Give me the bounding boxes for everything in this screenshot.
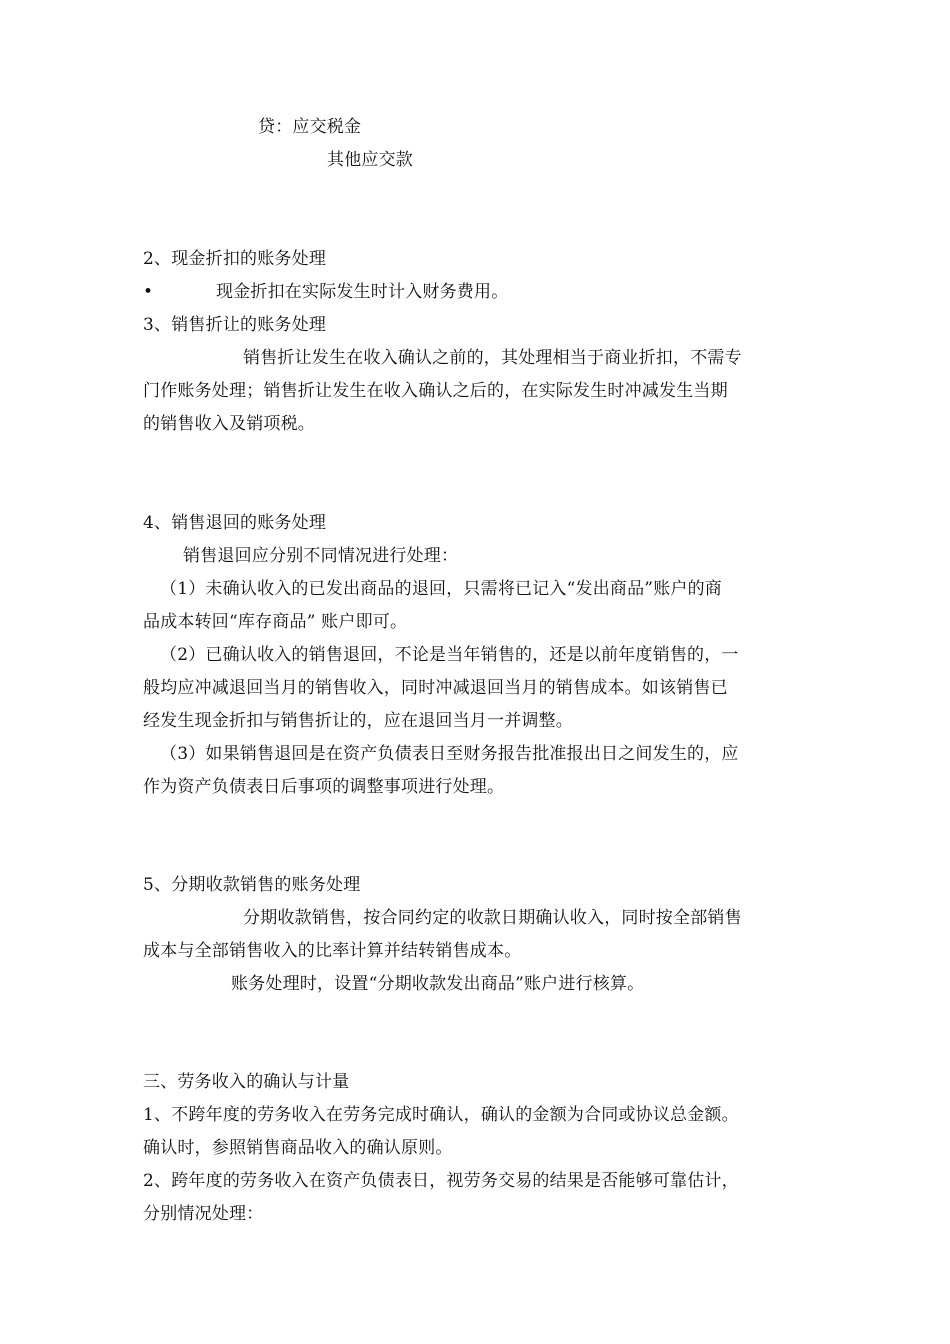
- bullet-icon: •: [143, 282, 154, 302]
- list-item-line: 分别情况处理：: [143, 1204, 264, 1224]
- list-item-line: 确认时，参照销售商品收入的确认原则。: [143, 1138, 453, 1158]
- list-item-line: 般均应冲减退回当月的销售收入，同时冲减退回当月的销售成本。如该销售已: [143, 678, 728, 698]
- section-heading: 4、销售退回的账务处理: [143, 513, 327, 533]
- paragraph-line: 成本与全部销售收入的比率计算并结转销售成本。: [143, 941, 522, 961]
- list-item-line: 经发生现金折扣与销售折让的，应在退回当月一并调整。: [143, 711, 573, 731]
- section-heading: 2、现金折扣的账务处理: [143, 249, 327, 269]
- credit-entry-line: 贷：应交税金: [258, 117, 362, 137]
- list-item-line: （2）已确认收入的销售退回，不论是当年销售的，还是以前年度销售的，一: [160, 645, 739, 665]
- section-heading: 3、销售折让的账务处理: [143, 315, 327, 335]
- part-heading: 三、劳务收入的确认与计量: [143, 1072, 350, 1092]
- list-item-line: 1、不跨年度的劳务收入在劳务完成时确认，确认的金额为合同或协议总金额。: [143, 1105, 739, 1125]
- list-item-line: 作为资产负债表日后事项的调整事项进行处理。: [143, 777, 505, 797]
- bullet-text: 现金折扣在实际发生时计入财务费用。: [216, 282, 509, 302]
- section-heading: 5、分期收款销售的账务处理: [143, 875, 361, 895]
- paragraph-line: 门作账务处理；销售折让发生在收入确认之后的，在实际发生时冲减发生当期: [143, 381, 728, 401]
- list-item-line: 2、跨年度的劳务收入在资产负债表日，视劳务交易的结果是否能够可靠估计，: [143, 1171, 739, 1191]
- credit-sub-entry-line: 其他应交款: [327, 150, 413, 170]
- paragraph-line: 分期收款销售，按合同约定的收款日期确认收入，同时按全部销售: [243, 908, 742, 928]
- paragraph-line: 的销售收入及销项税。: [143, 414, 315, 434]
- list-item-line: （1）未确认收入的已发出商品的退回，只需将已记入“发出商品”账户的商: [160, 579, 722, 599]
- paragraph-line: 销售折让发生在收入确认之前的，其处理相当于商业折扣，不需专: [243, 348, 742, 368]
- paragraph-line: 账务处理时，设置“分期收款发出商品”账户进行核算。: [231, 974, 645, 994]
- list-item-line: 品成本转回“库存商品” 账户即可。: [143, 612, 408, 632]
- paragraph-line: 销售退回应分别不同情况进行处理：: [183, 546, 459, 566]
- list-item-line: （3）如果销售退回是在资产负债表日至财务报告批准报出日之间发生的，应: [160, 744, 739, 764]
